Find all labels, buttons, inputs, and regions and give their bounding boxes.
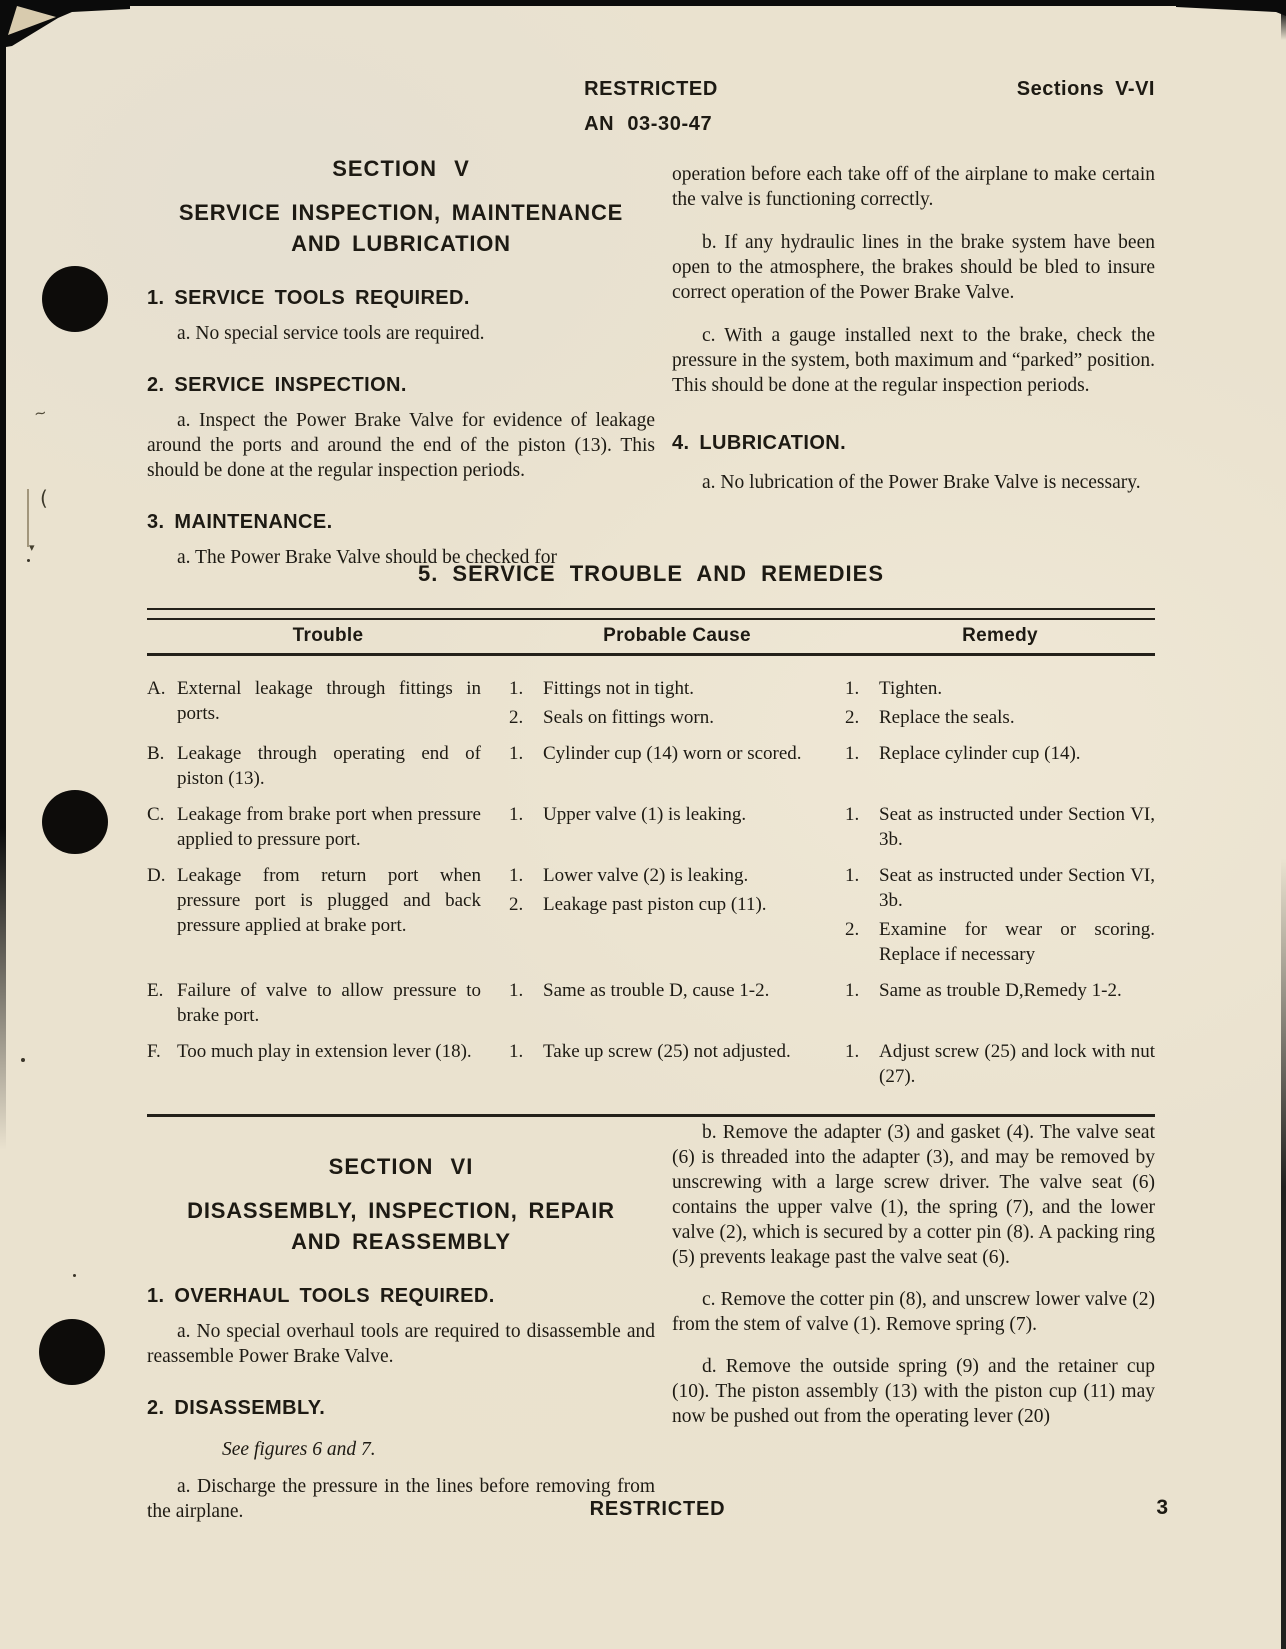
remedy-item: [845, 978, 1122, 1003]
row-label: D.: [147, 865, 166, 886]
remedy-text: Replace cylinder cup (14).: [879, 743, 1081, 764]
para-disassembly-a: a. Discharge the pressure in the lines before removing from the airplane.: [147, 1476, 655, 1522]
cause-items: [509, 741, 802, 766]
item-number: 1.: [509, 804, 524, 825]
remedy-items: [845, 741, 1081, 766]
section-vi-right-column: [672, 1104, 1155, 1524]
para-maintenance-a: a. The Power Brake Valve should be checked for: [177, 547, 557, 568]
remedy-items: [845, 676, 1015, 730]
table-row: [147, 802, 1155, 852]
remedy-item: [845, 917, 1155, 967]
cause-text: Fittings not in tight.: [543, 678, 694, 699]
remedy-cell: [845, 802, 1155, 852]
item-number: 2.: [509, 894, 524, 915]
remedy-cell: [845, 676, 1155, 730]
table-rule-top: [147, 608, 1155, 620]
sections-label: Sections V-VI: [1016, 78, 1155, 100]
cause-item: [509, 802, 746, 827]
remedy-text: Adjust screw (25) and lock with nut (27).: [879, 1041, 1155, 1087]
item-number: 1.: [509, 1041, 524, 1062]
para-maintenance-b: b. If any hydraulic lines in the brake system have been open to the atmosphere, the brakes should be bled to insure correct operation of the Power Brake Valve.: [672, 232, 1155, 303]
item-number: 2.: [845, 919, 860, 940]
section-vi-left-column: [147, 1104, 655, 1524]
scan-speck: [73, 1274, 76, 1277]
section-v-right-column: [672, 150, 1155, 570]
section-vi-subtitle-line1: DISASSEMBLY, INSPECTION, REPAIR: [187, 1198, 615, 1223]
trouble-cell: [147, 741, 509, 791]
remedy-text: Tighten.: [879, 678, 943, 699]
scan-speck: [27, 559, 30, 562]
cause-items: [509, 802, 746, 827]
section-v: [147, 150, 1155, 570]
scan-mark: ~: [32, 403, 48, 423]
heading-overhaul-tools: 1. OVERHAUL TOOLS REQUIRED.: [147, 1285, 495, 1307]
item-number: 2.: [509, 707, 524, 728]
cause-text: Seals on fittings worn.: [543, 707, 714, 728]
remedy-items: [845, 802, 1155, 852]
row-label: B.: [147, 743, 165, 764]
binder-hole: [42, 790, 108, 854]
column-header-trouble: Trouble: [292, 625, 364, 646]
cause-text: Leakage past piston cup (11).: [543, 894, 767, 915]
page-number: 3: [1156, 1496, 1168, 1519]
cause-items: [509, 978, 769, 1003]
trouble-text: Leakage from return port when pressure port is plugged and back pressure applied at brake port.: [177, 865, 481, 936]
column-header-probable-cause: Probable Cause: [603, 625, 751, 646]
remedy-item: [845, 863, 1155, 913]
cause-cell: [509, 863, 845, 967]
cause-items: [509, 1039, 791, 1064]
item-number: 1.: [845, 865, 860, 886]
remedy-text: Examine for wear or scoring. Replace if necessary: [879, 919, 1155, 965]
section-vi-subtitle-line2: AND REASSEMBLY: [291, 1229, 511, 1254]
cause-item: [509, 863, 767, 888]
item-number: 1.: [845, 804, 860, 825]
item-number: 1.: [509, 678, 524, 699]
para-lubrication-a: a. No lubrication of the Power Brake Valve is necessary.: [702, 472, 1141, 493]
remedy-cell: [845, 1039, 1155, 1089]
trouble-table-title: 5. SERVICE TROUBLE AND REMEDIES: [417, 561, 885, 586]
item-number: 1.: [845, 743, 860, 764]
remedy-text: Same as trouble D,Remedy 1-2.: [879, 980, 1122, 1001]
section-v-title: SECTION V: [332, 156, 470, 181]
cause-cell: [509, 802, 845, 852]
remedy-text: Seat as instructed under Section VI, 3b.: [879, 865, 1155, 911]
scan-mark: (: [40, 486, 48, 510]
heading-disassembly: 2. DISASSEMBLY.: [147, 1397, 326, 1419]
cause-item: [509, 978, 769, 1003]
item-number: 1.: [509, 865, 524, 886]
table-row: [147, 1039, 1155, 1089]
item-number: 1.: [509, 743, 524, 764]
scan-corner-right: [1176, 0, 1286, 16]
trouble-cell: [147, 802, 509, 852]
trouble-cell: [147, 1039, 509, 1089]
document-number: AN 03-30-47: [584, 113, 713, 135]
cause-text: Take up screw (25) not adjusted.: [543, 1041, 791, 1062]
heading-lubrication: 4. LUBRICATION.: [672, 432, 847, 454]
para-service-tools-a: a. No special service tools are required.: [177, 323, 485, 344]
para-disassembly-d: d. Remove the outside spring (9) and the retainer cup (10). The piston assembly (13) with the piston cup (11) may now be pushed out from the operating lever (20): [672, 1356, 1155, 1427]
para-maintenance-a-cont: operation before each take off of the airplane to make certain the valve is functioning correctly.: [672, 164, 1155, 210]
remedy-item: [845, 676, 1015, 701]
scan-top-edge: [0, 0, 1286, 6]
remedy-items: [845, 978, 1122, 1003]
section-v-subtitle-line2: AND LUBRICATION: [291, 231, 511, 256]
heading-service-tools: 1. SERVICE TOOLS REQUIRED.: [147, 287, 470, 309]
cause-item: [509, 705, 714, 730]
trouble-cell: [147, 676, 509, 730]
heading-service-inspection: 2. SERVICE INSPECTION.: [147, 374, 407, 396]
cause-text: Same as trouble D, cause 1-2.: [543, 980, 770, 1001]
cause-item: [509, 892, 767, 917]
cause-cell: [509, 1039, 845, 1089]
binder-hole: [42, 266, 108, 332]
cause-text: Lower valve (2) is leaking.: [543, 865, 749, 886]
table-row: [147, 978, 1155, 1028]
binder-hole: [39, 1319, 105, 1385]
see-figures-note: See figures 6 and 7.: [222, 1439, 376, 1460]
remedy-cell: [845, 978, 1155, 1028]
cause-cell: [509, 741, 845, 791]
remedy-cell: [845, 741, 1155, 791]
remedy-items: [845, 863, 1155, 967]
trouble-text: External leakage through fittings in ports.: [177, 678, 481, 724]
cause-item: [509, 1039, 791, 1064]
para-disassembly-c: c. Remove the cotter pin (8), and unscrew lower valve (2) from the stem of valve (1). Remove spring (7).: [672, 1289, 1155, 1335]
scan-speck: [21, 1058, 25, 1062]
remedy-item: [845, 705, 1015, 730]
row-label: A.: [147, 678, 166, 699]
cause-text: Cylinder cup (14) worn or scored.: [543, 743, 802, 764]
section-vi: [147, 1104, 1155, 1524]
cause-cell: [509, 978, 845, 1028]
scan-right-edge: [1281, 0, 1286, 1649]
column-header-remedy: Remedy: [962, 625, 1038, 646]
para-maintenance-c: c. With a gauge installed next to the brake, check the pressure in the system, both maximum and “parked” position. This should be done at the regular inspection periods.: [672, 325, 1155, 396]
item-number: 2.: [845, 707, 860, 728]
section-v-subtitle: [147, 197, 655, 259]
trouble-text: Leakage through operating end of piston (13).: [177, 743, 481, 789]
trouble-table-rows: [147, 656, 1155, 1114]
section-vi-title: SECTION VI: [328, 1154, 474, 1179]
para-overhaul-tools-a: a. No special overhaul tools are required to disassemble and reassemble Power Brake Valve.: [147, 1321, 655, 1367]
remedy-item: [845, 1039, 1155, 1089]
scan-left-edge: [0, 0, 6, 1150]
section-v-subtitle-line1: SERVICE INSPECTION, MAINTENANCE: [178, 200, 624, 225]
scan-mark: [27, 489, 29, 547]
cause-item: [509, 741, 802, 766]
para-service-inspection-a: a. Inspect the Power Brake Valve for evidence of leakage around the ports and around the end of the piston (13). This should be done at the regular inspection periods.: [147, 410, 655, 481]
heading-maintenance: 3. MAINTENANCE.: [147, 511, 333, 533]
remedy-item: [845, 741, 1081, 766]
table-row: [147, 741, 1155, 791]
trouble-text: Failure of valve to allow pressure to brake port.: [177, 980, 481, 1026]
footer-classification: RESTRICTED: [589, 1498, 726, 1520]
classification-banner: RESTRICTED: [584, 78, 718, 100]
item-number: 1.: [845, 678, 860, 699]
remedy-text: Seat as instructed under Section VI, 3b.: [879, 804, 1155, 850]
cause-items: [509, 863, 767, 917]
row-label: F.: [147, 1041, 161, 1062]
table-row: [147, 676, 1155, 730]
remedy-text: Replace the seals.: [879, 707, 1015, 728]
trouble-text: Too much play in extension lever (18).: [177, 1041, 472, 1062]
item-number: 1.: [509, 980, 524, 1001]
remedy-items: [845, 1039, 1155, 1089]
trouble-table: [147, 560, 1155, 1117]
section-v-left-column: [147, 150, 655, 570]
row-label: E.: [147, 980, 164, 1001]
remedy-item: [845, 802, 1155, 852]
row-label: C.: [147, 804, 165, 825]
trouble-cell: [147, 863, 509, 967]
cause-text: Upper valve (1) is leaking.: [543, 804, 747, 825]
trouble-text: Leakage from brake port when pressure applied to pressure port.: [177, 804, 481, 850]
item-number: 1.: [845, 1041, 860, 1062]
table-row: [147, 863, 1155, 967]
para-disassembly-b: b. Remove the adapter (3) and gasket (4). The valve seat (6) is threaded into the adapter (3), and may be removed by unscrewing with a large screw driver. The valve seat (6) contains the upper valve (1), the spring (7), and the lower valve (2), which is secured by a cotter pin (8). A packing ring (5) prevents leakage past the valve seat (6).: [672, 1122, 1155, 1268]
item-number: 1.: [845, 980, 860, 1001]
section-vi-subtitle: [147, 1195, 655, 1257]
trouble-cell: [147, 978, 509, 1028]
cause-cell: [509, 676, 845, 730]
trouble-table-header: [147, 620, 1155, 653]
scan-mark: ▾: [29, 541, 35, 554]
scan-corner-fold: [0, 0, 130, 70]
cause-items: [509, 676, 714, 730]
remedy-cell: [845, 863, 1155, 967]
cause-item: [509, 676, 714, 701]
